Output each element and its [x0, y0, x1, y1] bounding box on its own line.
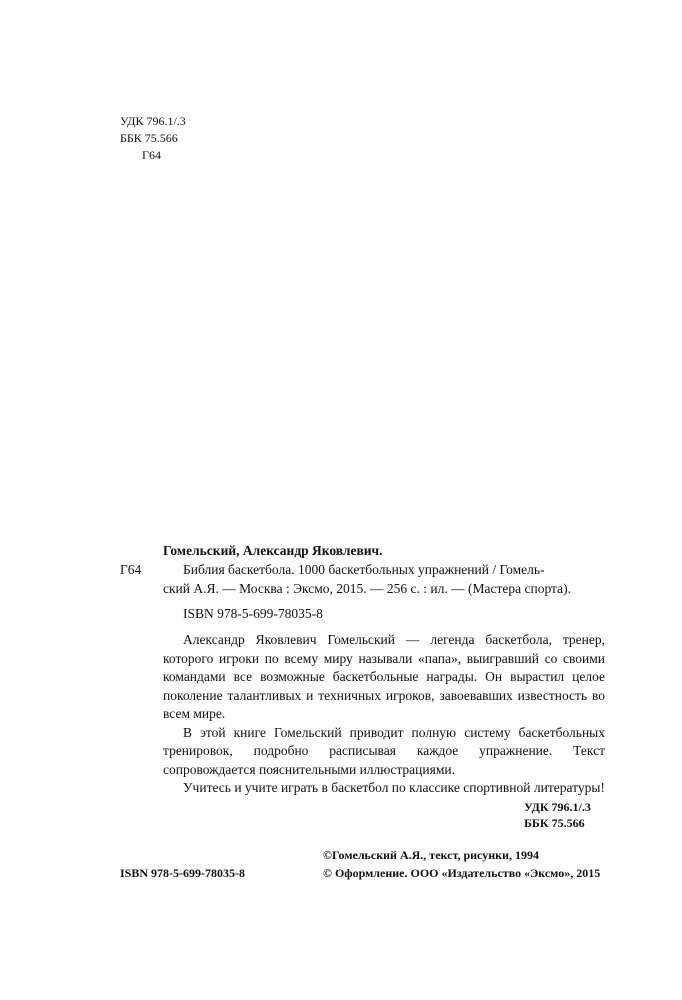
isbn-footer: ISBN 978-5-699-78035-8	[120, 866, 245, 880]
author-heading: Гомельский, Александр Яковлевич.	[163, 543, 383, 558]
udk-code-top: УДК 796.1/.3	[120, 114, 186, 128]
author-mark: Г64	[120, 562, 142, 577]
annotation	[163, 631, 605, 798]
copyright-text: ©Гомельский А.Я., текст, рисунки, 1994	[323, 848, 539, 862]
annotation-paragraph: В этой книге Гомельский приводит полную систему баскетбольных тренировок, подробно расписывая каждое упражнение. Текст сопровождается пояснительными иллюстрациями.	[163, 724, 605, 777]
annotation-paragraph: Александр Яковлевич Гомельский — легенда баскетбола, тренер, которого игроки по всему миру называли «папа», выигравший со своими командами все возможные баскетбольные награды. Он вырастил целое поколение талантливых и техничных игроков, завоевавших известность во всем мире.	[163, 632, 605, 721]
bbk-code-top: ББК 75.566	[120, 131, 178, 145]
udk-code-bottom: УДК 796.1/.3	[524, 800, 591, 814]
title-line-2: ский А.Я. — Москва : Эксмо, 2015. — 256 с. : ил. — (Мастера спорта).	[163, 581, 571, 596]
annotation-paragraph: Учитесь и учите играть в баскетбол по классике спортивной литературы!	[183, 780, 605, 795]
bbk-code-bottom: ББК 75.566	[524, 816, 585, 830]
author-mark-top: Г64	[142, 148, 161, 162]
copyright-design: © Оформление. ООО «Издательство «Эксмо», 2015	[323, 866, 601, 880]
isbn-record: ISBN 978-5-699-78035-8	[183, 606, 323, 621]
title-line-1: Библия баскетбола. 1000 баскетбольных упражнений / Гомель-	[183, 562, 545, 577]
